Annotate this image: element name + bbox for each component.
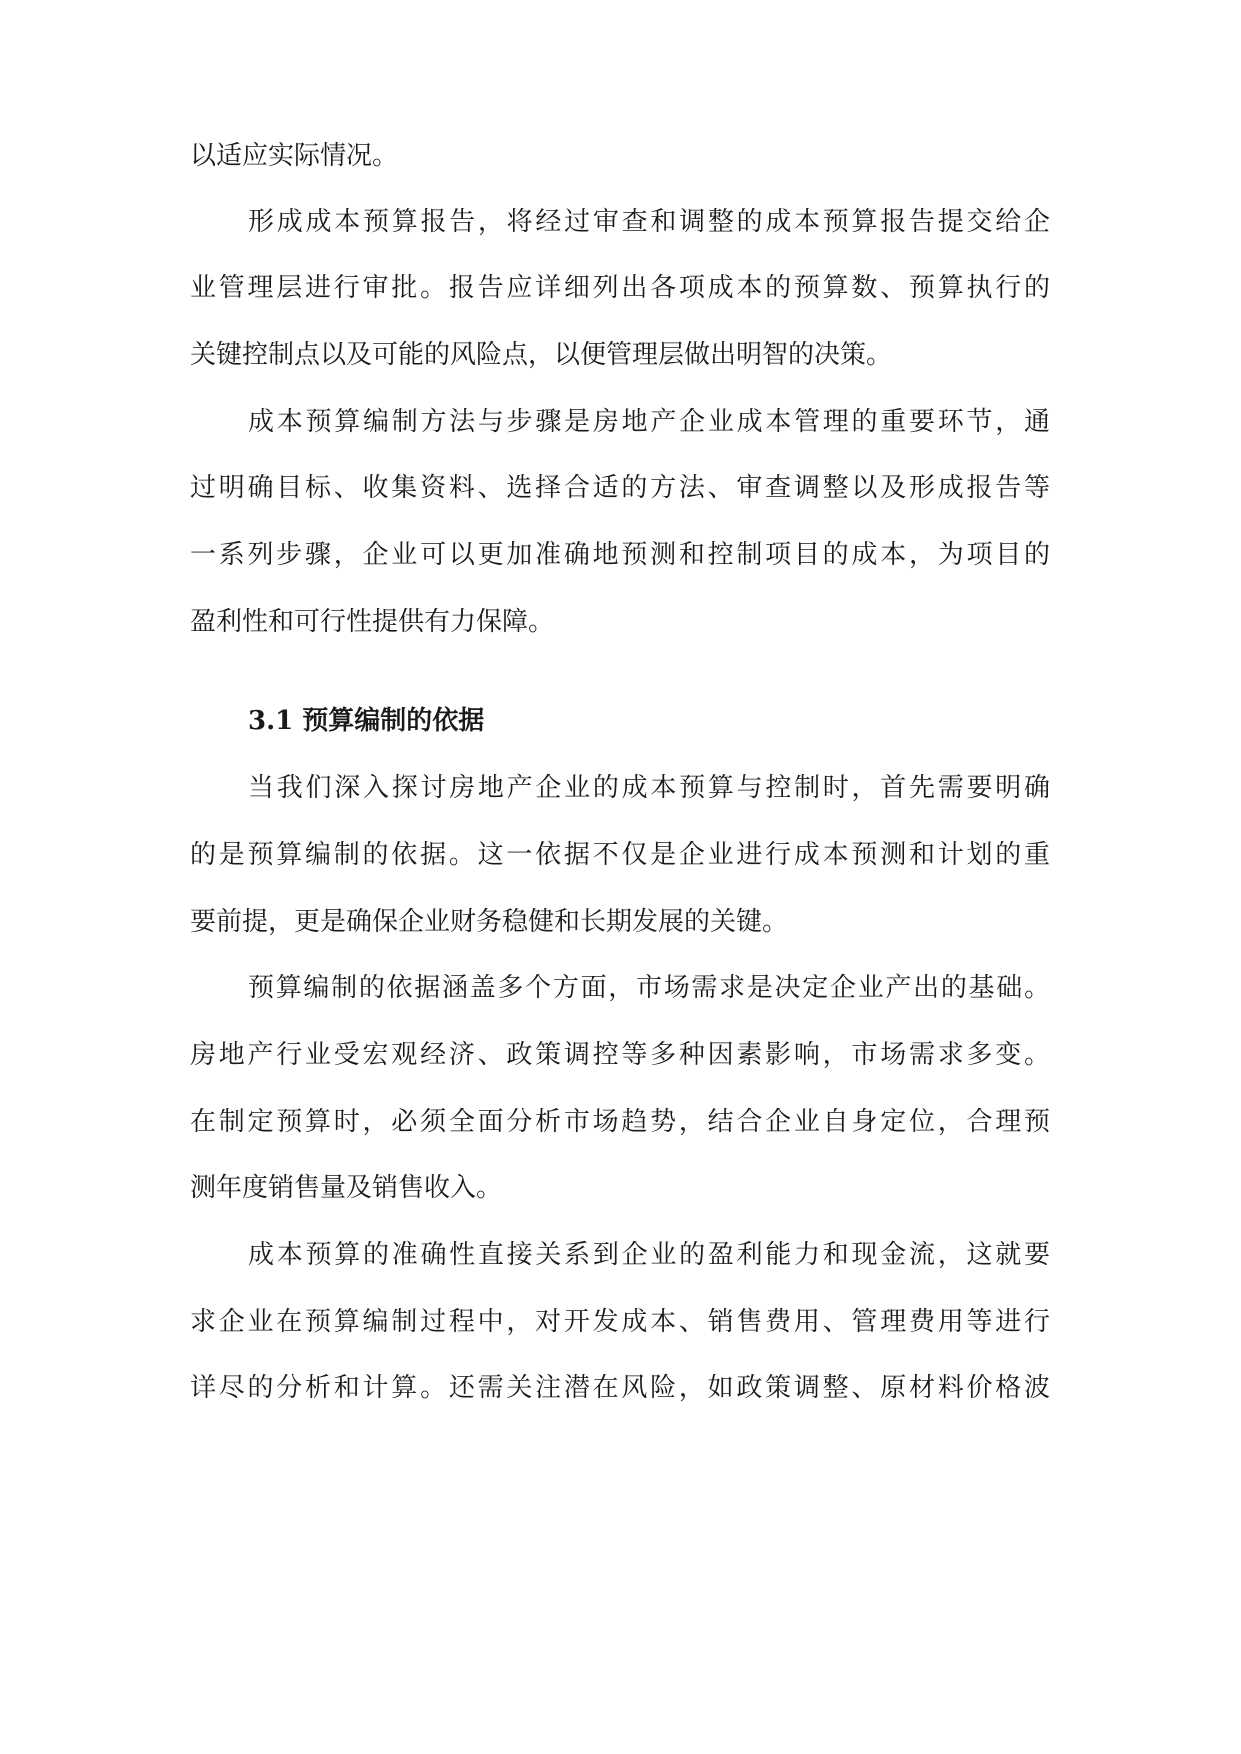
paragraph-line: 成本预算的准确性直接关系到企业的盈利能力和现金流，这就要 xyxy=(248,1240,1050,1270)
paragraph-line: 成本预算编制方法与步骤是房地产企业成本管理的重要环节，通 xyxy=(248,407,1050,437)
paragraph-line: 过明确目标、收集资料、选择合适的方法、审查调整以及形成报告等 xyxy=(190,473,1050,503)
paragraph-line: 形成成本预算报告，将经过审查和调整的成本预算报告提交给企 xyxy=(248,207,1050,237)
paragraph-line: 预算编制的依据涵盖多个方面，市场需求是决定企业产出的基础。 xyxy=(248,973,1050,1003)
paragraph-line: 详尽的分析和计算。还需关注潜在风险，如政策调整、原材料价格波 xyxy=(190,1373,1050,1403)
paragraph-line: 的是预算编制的依据。这一依据不仅是企业进行成本预测和计划的重 xyxy=(190,840,1050,870)
paragraph-line: 业管理层进行审批。报告应详细列出各项成本的预算数、预算执行的 xyxy=(190,273,1050,303)
paragraph-line: 关键控制点以及可能的风险点，以便管理层做出明智的决策。 xyxy=(190,340,893,370)
paragraph-line: 以适应实际情况。 xyxy=(190,141,399,171)
section-heading: 3.1 预算编制的依据 xyxy=(248,706,485,736)
paragraph-line: 在制定预算时，必须全面分析市场趋势，结合企业自身定位，合理预 xyxy=(190,1107,1050,1137)
paragraph-line: 当我们深入探讨房地产企业的成本预算与控制时，首先需要明确 xyxy=(248,773,1050,803)
paragraph-line: 测年度销售量及销售收入。 xyxy=(190,1173,503,1203)
paragraph-line: 房地产行业受宏观经济、政策调控等多种因素影响，市场需求多变。 xyxy=(190,1040,1050,1070)
paragraph-line: 一系列步骤，企业可以更加准确地预测和控制项目的成本，为项目的 xyxy=(190,540,1050,570)
paragraph-line: 求企业在预算编制过程中，对开发成本、销售费用、管理费用等进行 xyxy=(190,1307,1050,1337)
paragraph-line: 盈利性和可行性提供有力保障。 xyxy=(190,607,555,637)
paragraph-line: 要前提，更是确保企业财务稳健和长期发展的关键。 xyxy=(190,907,789,937)
